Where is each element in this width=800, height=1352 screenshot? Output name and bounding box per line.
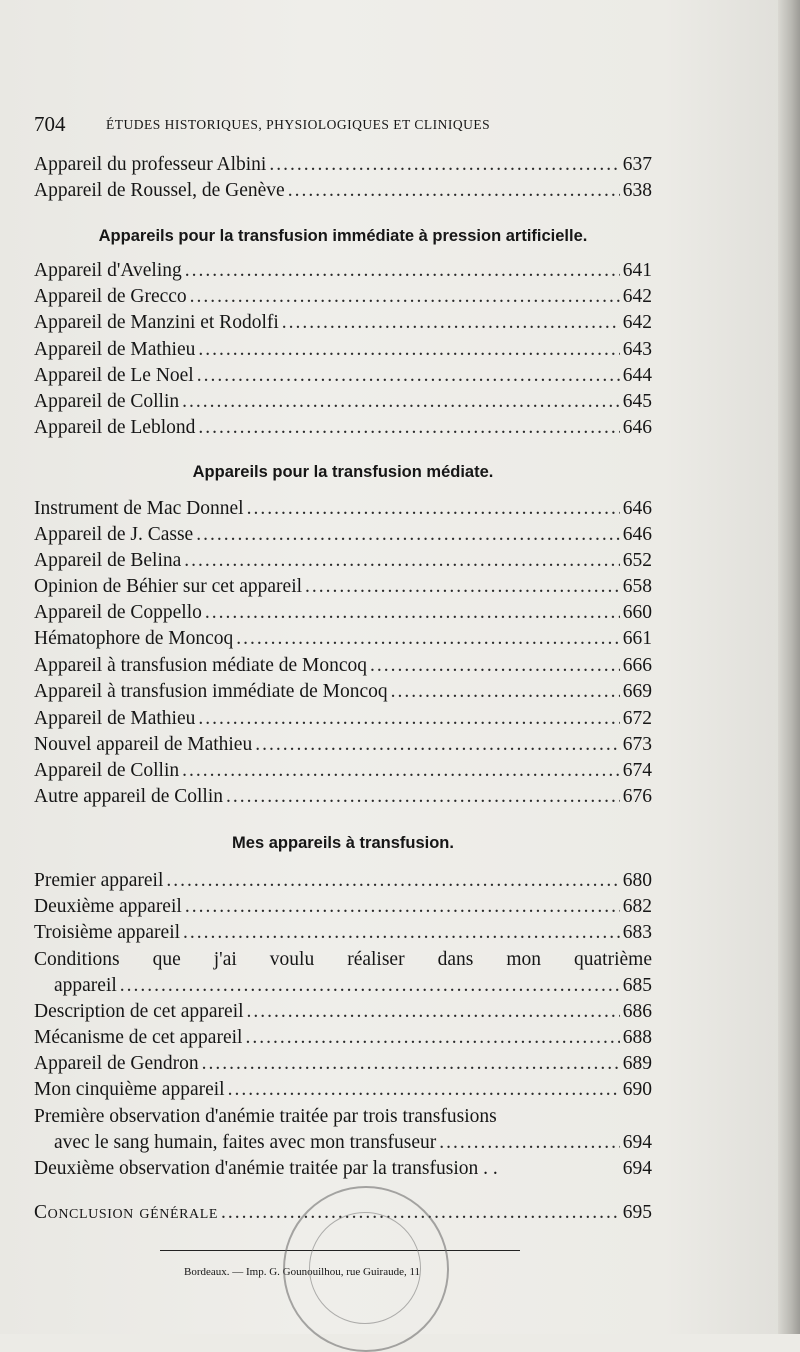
library-stamp bbox=[283, 1186, 449, 1352]
toc-entry: Appareil de Manzini et Rodolfi ..... 642 bbox=[34, 310, 652, 336]
toc-entry-conclusion: Conclusion générale ..... 695 bbox=[34, 1200, 652, 1226]
page-header bbox=[34, 112, 634, 138]
toc-entry: Hématophore de Moncoq ..... 661 bbox=[34, 626, 652, 652]
printer-imprint: Bordeaux. — Imp. G. Gounouilhou, rue Guiraude, 11 bbox=[184, 1266, 421, 1278]
toc-entry: Opinion de Béhier sur cet appareil ..... 658 bbox=[34, 574, 652, 600]
toc-entry: Description de cet appareil ..... 686 bbox=[34, 999, 652, 1025]
toc-entry: Appareil du professeur Albini ..... 637 bbox=[34, 152, 652, 178]
toc-entry-conditions-line1: Conditions que j'ai voulu réaliser dans mon quatrième bbox=[34, 949, 652, 970]
toc-entry: Appareil d'Aveling ..... 641 bbox=[34, 258, 652, 284]
page-number: 704 bbox=[34, 112, 66, 136]
toc-entry: Appareil de Roussel, de Genève ..... 638 bbox=[34, 178, 652, 204]
toc-entry: Deuxième appareil ..... 682 bbox=[34, 894, 652, 920]
toc-entry: Appareil de Coppello ..... 660 bbox=[34, 600, 652, 626]
toc-entry: Troisième appareil ..... 683 bbox=[34, 920, 652, 946]
toc-entry: Appareil de Grecco ..... 642 bbox=[34, 284, 652, 310]
toc-entry: Appareil de Le Noel ..... 644 bbox=[34, 363, 652, 389]
toc-entry: Appareil à transfusion immédiate de Moncoq ..... 669 bbox=[34, 679, 652, 705]
toc-entry: Nouvel appareil de Mathieu ..... 673 bbox=[34, 732, 652, 758]
book-spine-edge bbox=[778, 0, 800, 1334]
toc-entry: Appareil de Leblond ..... 646 bbox=[34, 415, 652, 441]
toc-entry: Premier appareil ..... 680 bbox=[34, 868, 652, 894]
toc-entry-observation1-line1: Première observation d'anémie traitée par trois transfusions bbox=[34, 1106, 497, 1127]
section-heading-mediate: Appareils pour la transfusion médiate. bbox=[192, 463, 494, 481]
section-heading-immediate: Appareils pour la transfusion immédiate à pression artificielle. bbox=[98, 227, 588, 245]
toc-entry: Appareil de Collin ..... 645 bbox=[34, 389, 652, 415]
toc-entry-observation1-line2: avec le sang humain, faites avec mon transfuseur ..... 694 bbox=[54, 1130, 652, 1156]
toc-entry: Mon cinquième appareil ..... 690 bbox=[34, 1077, 652, 1103]
toc-entry: Instrument de Mac Donnel ..... 646 bbox=[34, 496, 652, 522]
toc-entry: Appareil de Collin ..... 674 bbox=[34, 758, 652, 784]
toc-entry: Appareil à transfusion médiate de Moncoq ..... 666 bbox=[34, 653, 652, 679]
toc-entry-conditions-line2: appareil ..... 685 bbox=[54, 973, 652, 999]
toc-entry: Appareil de J. Casse ..... 646 bbox=[34, 522, 652, 548]
section-heading-mine: Mes appareils à transfusion. bbox=[232, 834, 454, 852]
running-title: ÉTUDES HISTORIQUES, PHYSIOLOGIQUES ET CLINIQUES bbox=[106, 117, 491, 132]
toc-entry: Appareil de Mathieu ..... 672 bbox=[34, 706, 652, 732]
library-stamp-inner-ring bbox=[309, 1212, 421, 1324]
toc-entry-observation2: Deuxième observation d'anémie traitée par la transfusion . . 694 bbox=[34, 1158, 652, 1179]
toc-entry: Appareil de Belina ..... 652 bbox=[34, 548, 652, 574]
toc-entry: Mécanisme de cet appareil ..... 688 bbox=[34, 1025, 652, 1051]
toc-entry: Appareil de Mathieu ..... 643 bbox=[34, 337, 652, 363]
toc-entry: Autre appareil de Collin ..... 676 bbox=[34, 784, 652, 810]
toc-entry: Appareil de Gendron ..... 689 bbox=[34, 1051, 652, 1077]
